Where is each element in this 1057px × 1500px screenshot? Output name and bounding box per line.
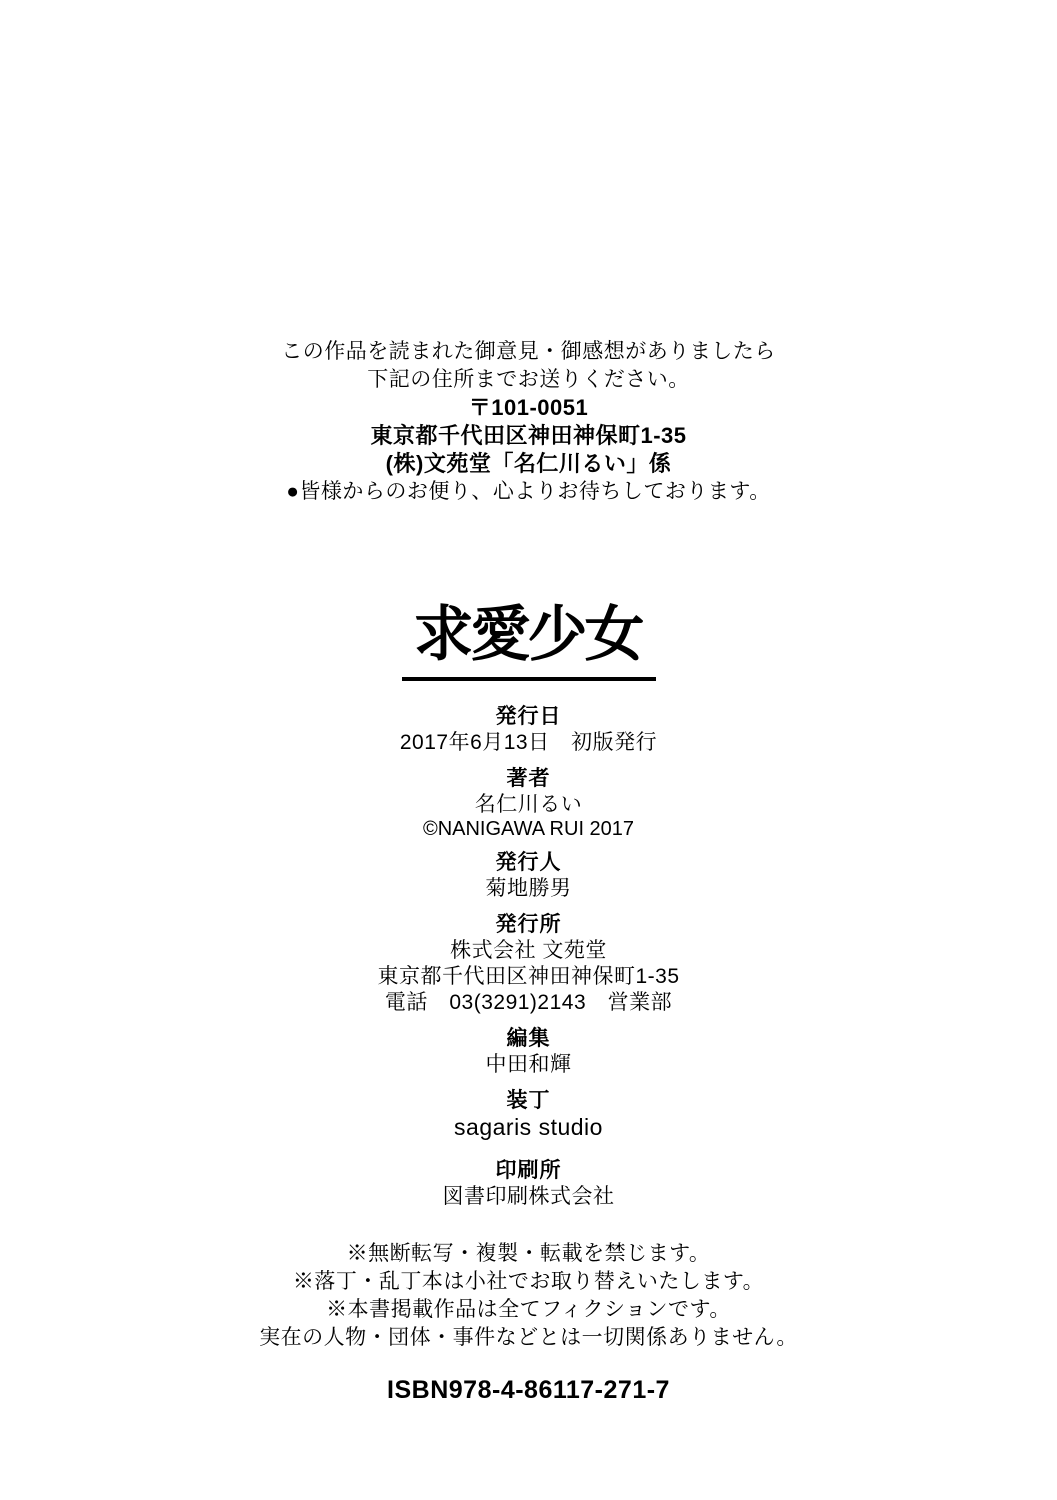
section-publication-date <box>0 703 1057 756</box>
section-heading: 著者 <box>506 767 551 790</box>
section-heading: 発行所 <box>495 913 562 936</box>
publisher-address: 東京都千代田区神田神保町1-35 <box>370 423 687 448</box>
publisher-company: 株式会社 文苑堂 <box>450 939 607 962</box>
section-publisher <box>0 911 1057 1016</box>
postal-code: 〒101-0051 <box>468 395 589 420</box>
feedback-intro-line-1: この作品を読まれた御意見・御感想がありましたら <box>281 340 776 363</box>
section-heading: 発行日 <box>495 705 562 728</box>
notice-no-reproduction: ※無断転写・複製・転載を禁じます。 <box>346 1242 711 1265</box>
feedback-closing: ●皆様からのお便り、心よりお待ちしております。 <box>286 480 771 503</box>
copyright-line: ©NANIGAWA RUI 2017 <box>422 818 635 840</box>
notice-defective-copies: ※落丁・乱丁本は小社でお取り替えいたします。 <box>292 1270 765 1293</box>
printer-company: 図書印刷株式会社 <box>442 1185 615 1208</box>
title-block <box>0 601 1057 681</box>
section-author <box>0 765 1057 840</box>
section-design <box>0 1087 1057 1140</box>
feedback-intro-line-2: 下記の住所までお送りください。 <box>367 368 690 391</box>
section-heading: 編集 <box>506 1027 551 1050</box>
legal-notices <box>0 1240 1057 1352</box>
notice-fiction-detail: 実在の人物・団体・事件などとは一切関係ありません。 <box>259 1326 798 1349</box>
publisher-person-name: 菊地勝男 <box>485 877 572 900</box>
section-editor <box>0 1025 1057 1078</box>
isbn-block <box>0 1376 1057 1405</box>
colophon-sections <box>0 703 1057 1219</box>
notice-fiction: ※本書掲載作品は全てフィクションです。 <box>326 1298 731 1321</box>
section-printer <box>0 1157 1057 1210</box>
section-heading: 発行人 <box>495 851 562 874</box>
publication-date: 2017年6月13日 初版発行 <box>399 731 658 754</box>
design-studio-name: sagaris studio <box>454 1114 603 1140</box>
publisher-street-address: 東京都千代田区神田神保町1-35 <box>377 965 680 988</box>
recipient-line: (株)文苑堂「名仁川るい」係 <box>385 451 672 476</box>
book-title: 求愛少女 <box>402 601 656 681</box>
publisher-phone: 電話 03(3291)2143 営業部 <box>384 991 673 1014</box>
section-heading: 装丁 <box>506 1089 551 1112</box>
author-name: 名仁川るい <box>474 793 583 816</box>
editor-name: 中田和輝 <box>485 1053 572 1076</box>
isbn-text: ISBN978-4-86117-271-7 <box>387 1376 670 1404</box>
section-heading: 印刷所 <box>495 1159 562 1182</box>
feedback-note <box>0 338 1057 506</box>
section-publisher-person <box>0 849 1057 902</box>
